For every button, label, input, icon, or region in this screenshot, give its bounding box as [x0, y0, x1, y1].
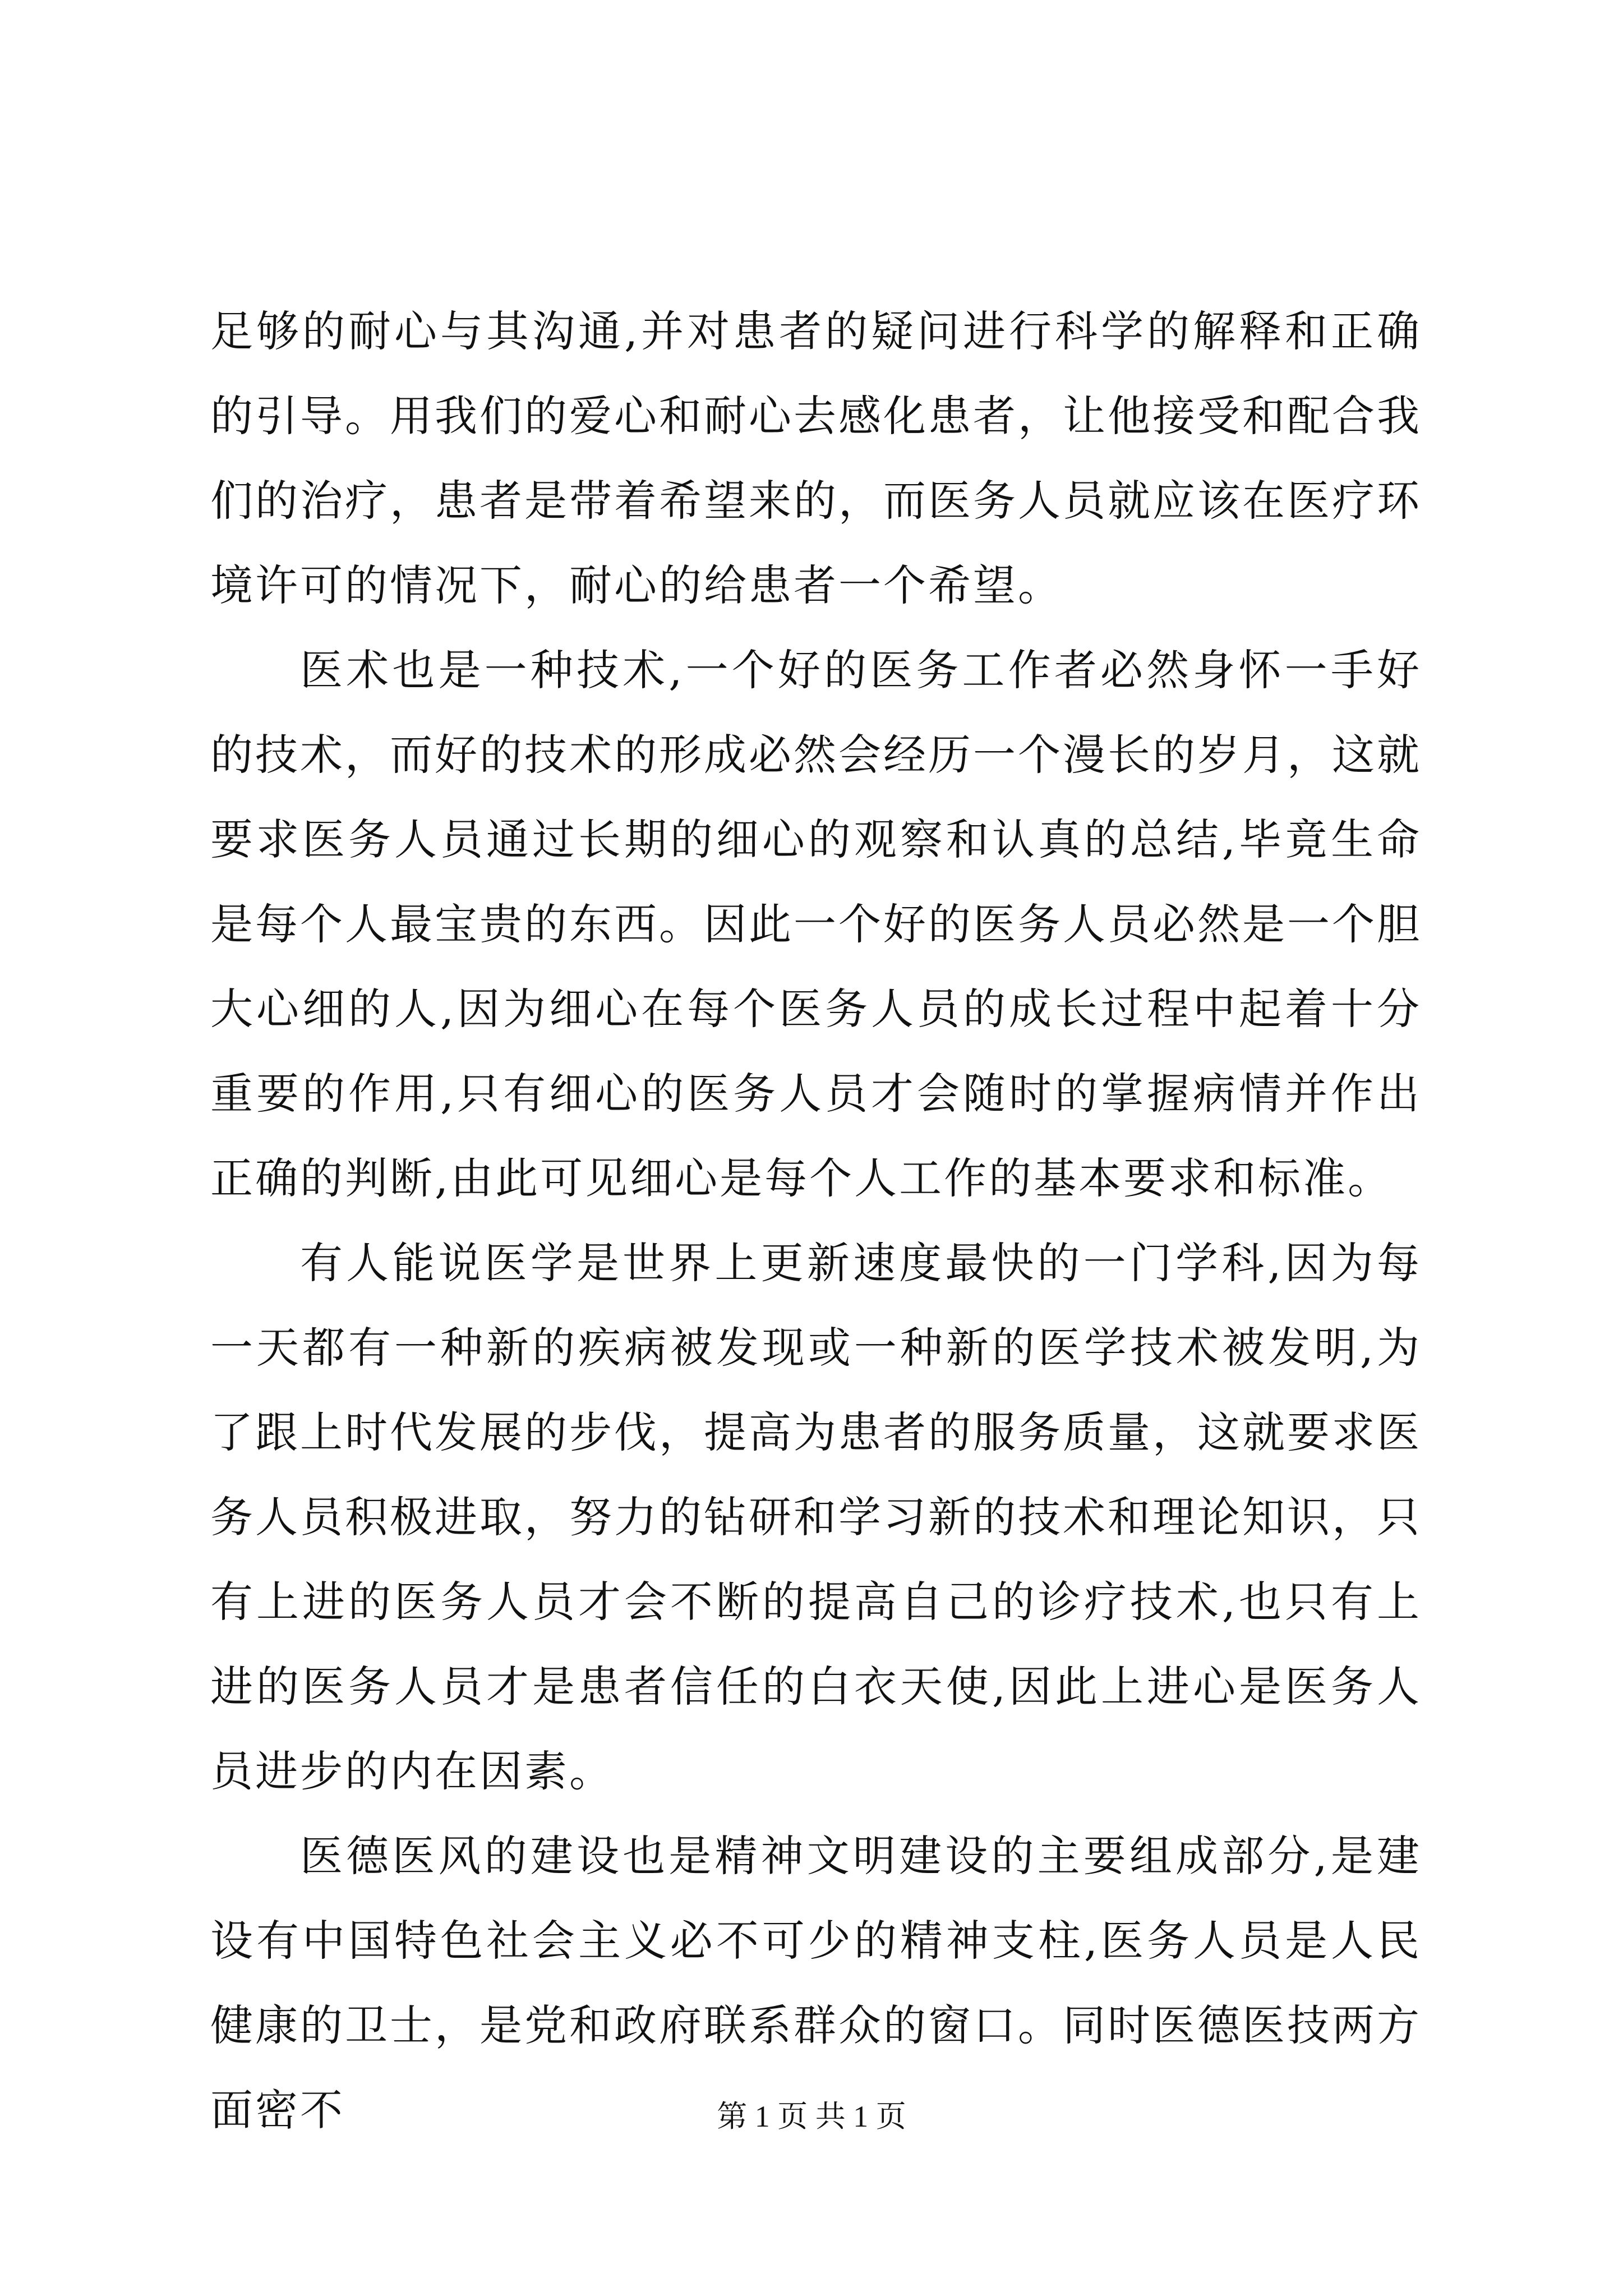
document-body	[210, 289, 1422, 2152]
paragraph-3: 有人能说医学是世界上更新速度最快的一门学科,因为每一天都有一种新的疾病被发现或一种新的医学技术被发明,为了跟上时代发展的步伐，提高为患者的服务质量，这就要求医务人员积极进取，努力的钻研和学习新的技术和理论知识，只有上进的医务人员才会不断的提高自己的诊疗技术,也只有上进的医务人员才是患者信任的白衣天使,因此上进心是医务人员进步的内在因素。	[210, 1238, 1422, 1796]
paragraph-4: 医德医风的建设也是精神文明建设的主要组成部分,是建设有中国特色社会主义必不可少的精神支柱,医务人员是人民健康的卫士，是党和政府联系群众的窗口。同时医德医技两方面密不	[210, 1831, 1422, 2135]
paragraph-2: 医术也是一种技术,一个好的医务工作者必然身怀一手好的技术，而好的技术的形成必然会经历一个漫长的岁月，这就要求医务人员通过长期的细心的观察和认真的总结,毕竟生命是每个人最宝贵的东西。因此一个好的医务人员必然是一个胆大心细的人,因为细心在每个医务人员的成长过程中起着十分重要的作用,只有细心的医务人员才会随时的掌握病情并作出正确的判断,由此可见细心是每个人工作的基本要求和标准。	[210, 645, 1422, 1203]
page-footer: 第 1 页 共 1 页	[717, 2100, 906, 2133]
paragraph-1: 足够的耐心与其沟通,并对患者的疑问进行科学的解释和正确的引导。用我们的爱心和耐心去感化患者，让他接受和配合我们的治疗，患者是带着希望来的，而医务人员就应该在医疗环境许可的情况下，耐心的给患者一个希望。	[210, 306, 1422, 610]
